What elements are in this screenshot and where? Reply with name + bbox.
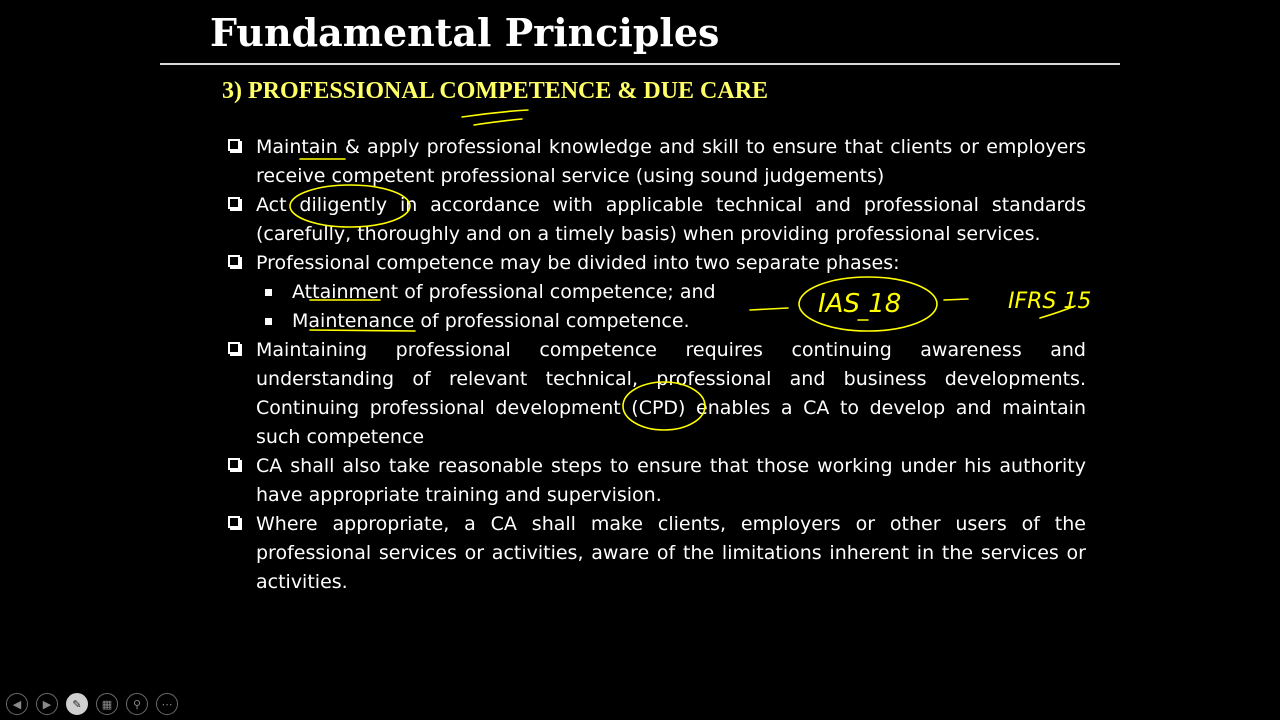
bullet-text: Maintaining professional competence requires continuing awareness and understanding of relevant technical, professional and business developments. Continuing professional development (CPD) enables a CA to develop and maintain such competence — [256, 339, 1086, 448]
ink-underline — [462, 110, 528, 117]
sub-bullet-text: Attainment of professional competence; and — [292, 281, 716, 303]
checkbox-bullet-icon — [228, 516, 240, 528]
zoom-icon[interactable]: ⚲ — [126, 693, 148, 715]
bullet-text: CA shall also take reasonable steps to ensure that those working under his authority have appropriate training and supervision. — [256, 455, 1086, 506]
slides-icon[interactable]: ▦ — [96, 693, 118, 715]
more-icon[interactable]: ⋯ — [156, 693, 178, 715]
bullet-item — [226, 510, 1086, 597]
title-divider — [160, 63, 1120, 65]
sub-bullet-item — [226, 278, 1086, 307]
checkbox-bullet-icon — [228, 139, 240, 151]
bullet-text: Maintain & apply professional knowledge and skill to ensure that clients or employers receive competent professional service (using sound judgements) — [256, 136, 1086, 187]
bullet-text: Professional competence may be divided into two separate phases: — [256, 252, 900, 274]
bullet-text: Where appropriate, a CA shall make clients, employers or other users of the professional services or activities, aware of the limitations inherent in the services or activities. — [256, 513, 1086, 593]
square-bullet-icon — [265, 289, 272, 296]
bullet-item — [226, 191, 1086, 249]
sub-bullet-text: Maintenance of professional competence. — [292, 310, 690, 332]
sub-bullet-item — [226, 307, 1086, 336]
slide-subtitle: 3) PROFESSIONAL COMPETENCE & DUE CARE — [222, 78, 769, 104]
slide-body — [226, 133, 1086, 597]
slide-title: Fundamental Principles — [210, 10, 720, 55]
checkbox-bullet-icon — [228, 255, 240, 267]
checkbox-bullet-icon — [228, 458, 240, 470]
bullet-item — [226, 452, 1086, 510]
ink-underline — [474, 119, 522, 125]
bullet-item — [226, 249, 1086, 278]
pen-icon[interactable]: ✎ — [66, 693, 88, 715]
presentation-toolbar — [6, 692, 178, 716]
ink-ias18-label: IAS 18 — [818, 289, 902, 319]
bullet-item — [226, 336, 1086, 452]
bullet-text: Act diligently in accordance with applicable technical and professional standards (carefully, thoroughly and on a timely basis) when providing professional services. — [256, 194, 1086, 245]
square-bullet-icon — [265, 318, 272, 325]
checkbox-bullet-icon — [228, 197, 240, 209]
previous-icon[interactable]: ◀ — [6, 693, 28, 715]
bullet-item — [226, 133, 1086, 191]
checkbox-bullet-icon — [228, 342, 240, 354]
next-icon[interactable]: ▶ — [36, 693, 58, 715]
ink-ifrs15-label: IFRS 15 — [1008, 289, 1092, 314]
